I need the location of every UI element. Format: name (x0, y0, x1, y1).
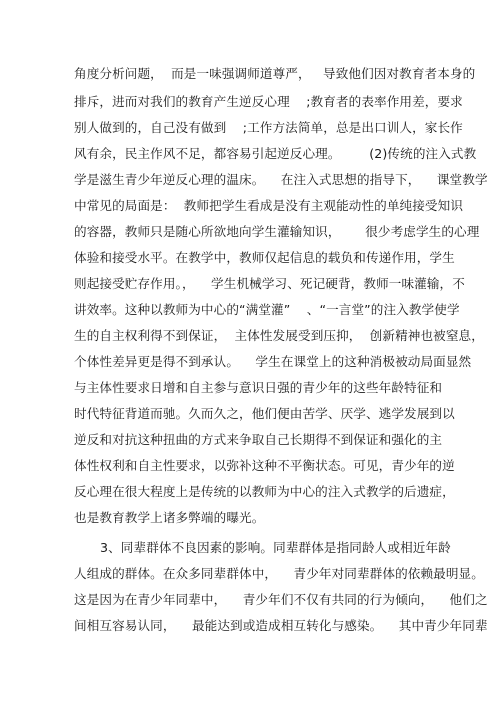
text-line: 个体性差异更是得不到承认。 学生在课堂上的这种消极被动局面显然 (74, 354, 472, 369)
text-line: 体性权利和自主性要求，以弥补这种不平衡状态。可见，青少年的逆 (74, 458, 455, 473)
text-line: 学是滋生青少年逆反心理的温床。 在注入式思想的指导下， 课堂教学 (74, 172, 488, 187)
text-line: 也是教育教学上诸多弊端的曝光。 (74, 510, 265, 525)
text-line: 则起接受贮存作用。， 学生机械学习、死记硬背，教师一味灌输，不 (74, 276, 465, 291)
text-line: 逆反和对抗这种扭曲的方式来争取自己长期得不到保证和强化的主 (74, 432, 443, 447)
text-line: 间相互容易认同， 最能达到或造成相互转化与感染。 其中青少年同辈 (74, 618, 488, 633)
text-line: 与主体性要求日增和自主参与意识日强的青少年的这些年龄特征和 (74, 380, 443, 395)
text-line: 排斥，进而对我们的教育产生逆反心理 ;教育者的表率作用差，要求 (74, 94, 463, 109)
text-line: 体验和接受水平。在教学中，教师仅起信息的载负和传递作用，学生 (74, 250, 455, 265)
text-line: 反心理在很大程度上是传统的以教师为中心的注入式教学的后遗症， (74, 484, 455, 499)
text-line: 这是因为在青少年同辈中， 青少年们不仅有共同的行为倾向， 他们之 (74, 592, 488, 607)
text-line: 人组成的群体。在众多同辈群体中， 青少年对同辈群体的依赖最明显。 (74, 566, 484, 581)
text-line: 角度分析问题， 而是一味强调师道尊严， 导致他们因对教育者本身的 (74, 66, 476, 81)
text-line: 风有余，民主作风不足，都容易引起逆反心理。 (2)传统的注入式教 (74, 146, 477, 161)
paragraph-start-line: 3、同辈群体不良因素的影响。同辈群体是指同龄人或相近年龄 (100, 540, 451, 555)
text-line: 的容器，教师只是随心所欲地向学生灌输知识， 很少考虑学生的心理 (74, 224, 480, 239)
text-line: 生的自主权利得不到保证， 主体性发展受到压抑， 创新精神也被窒息， (74, 328, 484, 343)
text-line: 中常见的局面是： 教师把学生看成是没有主观能动性的单纯接受知识 (74, 198, 464, 213)
text-line: 时代特征背道而驰。久而久之，他们便由苦学、厌学、逃学发展到以 (74, 406, 455, 421)
text-line: 讲效率。这种以教师为中心的“满堂灌” 、“一言堂”的注入教学使学 (74, 302, 460, 317)
text-line: 别人做到的，自己没有做到 ;工作方法简单，总是出口训人，家长作 (74, 120, 463, 135)
